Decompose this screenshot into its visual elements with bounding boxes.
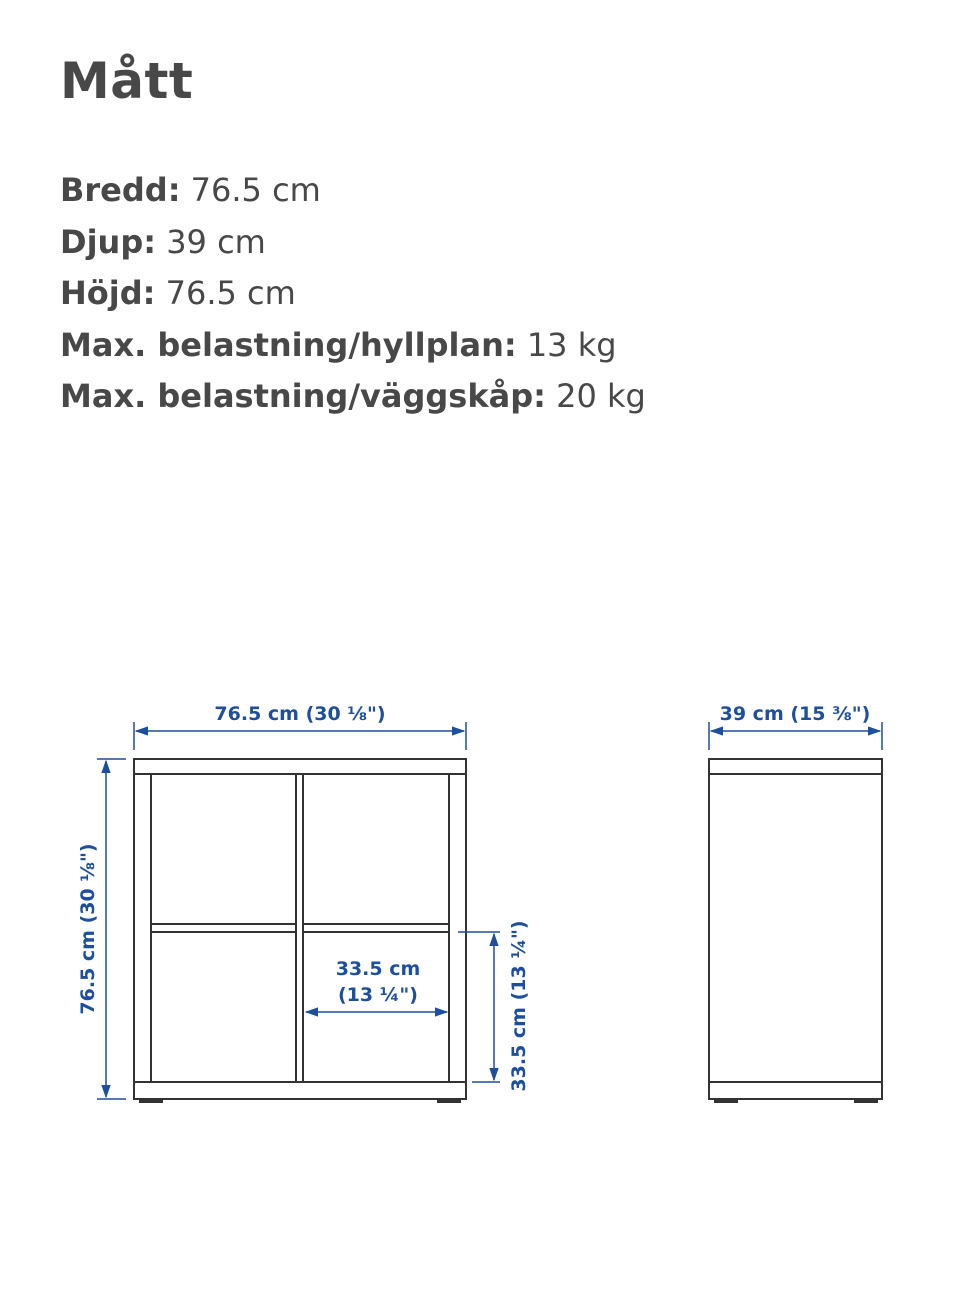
compartment-width-label-line1: 33.5 cm (335, 958, 421, 980)
spec-value: 20 kg (556, 377, 646, 415)
spec-row-height (60, 268, 646, 320)
spec-label: Höjd: (60, 274, 156, 312)
front-height-label: 76.5 cm (30 ⅛") (77, 843, 99, 1015)
spec-row-depth (60, 217, 646, 269)
front-middle-shelf-right (303, 924, 449, 932)
dimension-diagram (0, 690, 960, 1250)
side-foot-right (855, 1099, 877, 1102)
front-center-divider (296, 774, 303, 1082)
front-foot-right (438, 1099, 460, 1102)
front-width-dimension (134, 722, 466, 750)
spec-value: 39 cm (166, 222, 266, 261)
page-title: Mått (60, 52, 194, 110)
spec-row-max-load-wall-cabinet (60, 371, 646, 423)
side-outer-frame (709, 759, 882, 1099)
spec-label: Max. belastning/hyllplan: (60, 325, 517, 364)
front-width-label: 76.5 cm (30 ⅛") (214, 703, 386, 725)
side-depth-label: 39 cm (15 ⅜") (719, 703, 871, 725)
side-view (709, 759, 882, 1102)
spec-value: 13 kg (526, 325, 617, 364)
side-foot-left (715, 1099, 737, 1102)
spec-list (60, 165, 646, 423)
spec-value: 76.5 cm (165, 274, 296, 312)
spec-label: Max. belastning/väggskåp: (60, 377, 546, 415)
spec-label: Bredd: (60, 171, 181, 209)
front-middle-shelf-left (151, 924, 296, 932)
front-outer-frame (134, 759, 466, 1099)
front-foot-left (140, 1099, 162, 1102)
compartment-height-label: 33.5 cm (13 ¼") (508, 920, 530, 1092)
spec-label: Djup: (60, 222, 157, 261)
spec-value: 76.5 cm (190, 171, 321, 209)
spec-row-width (60, 165, 646, 217)
front-view (134, 759, 466, 1102)
compartment-width-label-line2: (13 ¼") (338, 984, 418, 1006)
spec-row-max-load-shelf (60, 320, 646, 372)
compartment-height-dimension (458, 932, 500, 1082)
front-height-dimension (97, 759, 126, 1099)
side-depth-dimension (709, 722, 882, 750)
